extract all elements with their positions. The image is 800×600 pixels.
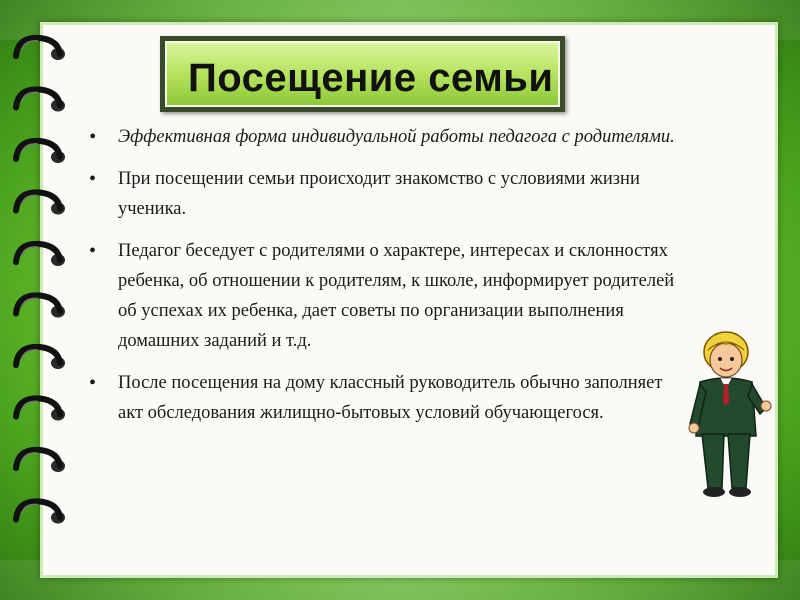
binding-ring-icon	[16, 450, 65, 472]
binding-ring-icon	[16, 244, 65, 266]
notebook-rings	[10, 28, 72, 568]
bullet-item: • Педагог беседует с родителями о характере, интересах и склонностях ребенка, об отношении к родителям, к школе, информирует родителей об успехах их ребенка, дает советы по организации выполнения домашних заданий и т.д.	[86, 236, 686, 356]
bullet-item: • После посещения на дому классный руководитель обычно заполняет акт обследования жилищно-бытовых условий обучающегося.	[86, 368, 686, 428]
binding-ring-icon	[16, 89, 65, 111]
slide-title: Посещение семьи	[188, 56, 554, 100]
binding-ring-icon	[16, 501, 65, 523]
bullet-list	[86, 122, 686, 440]
binding-ring-icon	[16, 347, 65, 369]
binding-ring-icon	[16, 192, 65, 214]
teacher-figure-icon	[686, 328, 772, 500]
binding-ring-icon	[16, 398, 65, 420]
binding-ring-icon	[16, 38, 65, 60]
binding-ring-icon	[16, 141, 65, 163]
binding-ring-icon	[16, 295, 65, 317]
bullet-item: • При посещении семьи происходит знакомство с условиями жизни ученика.	[86, 164, 686, 224]
bullet-item: • Эффективная форма индивидуальной работы педагога с родителями.	[86, 122, 686, 152]
